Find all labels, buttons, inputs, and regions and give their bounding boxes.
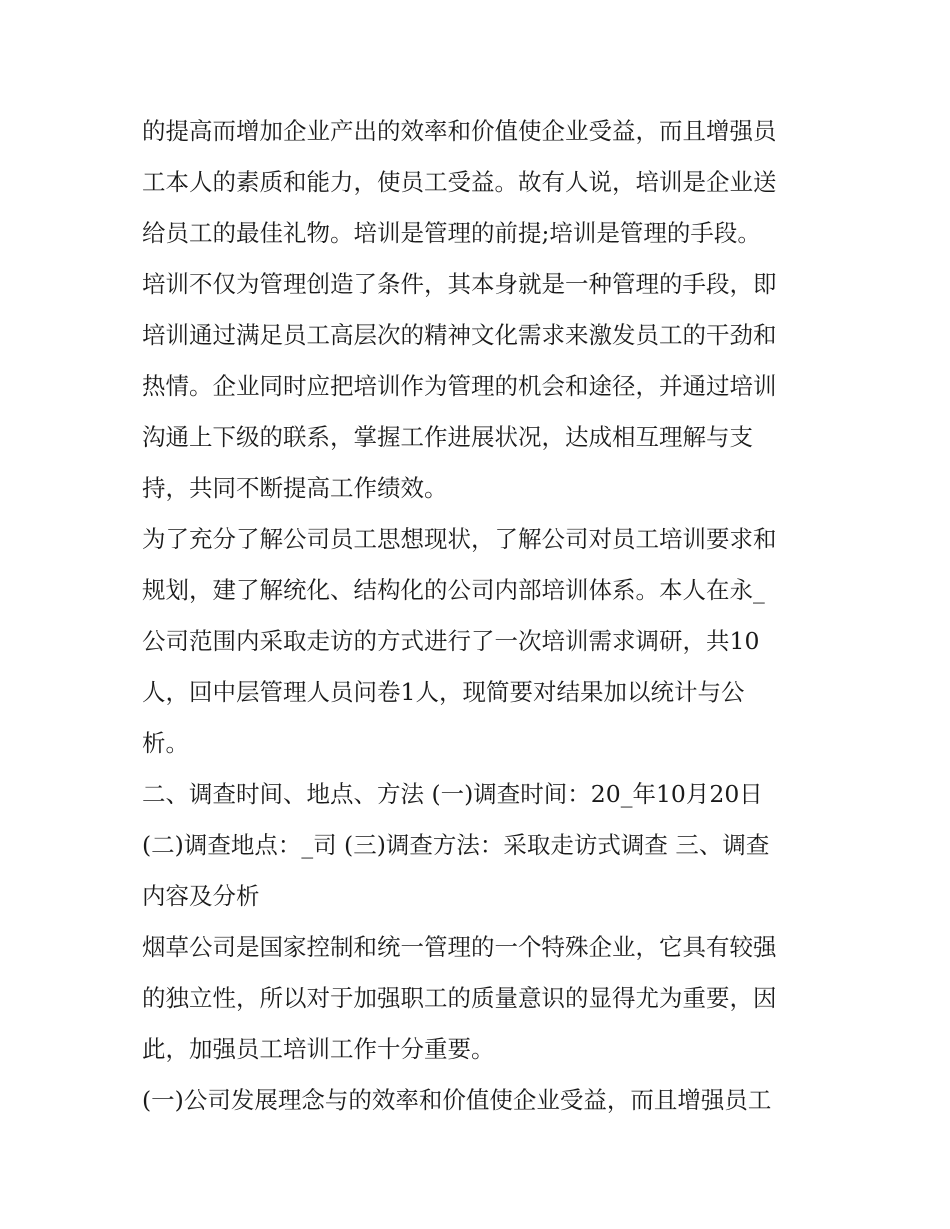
text-line: 培训不仅为管理创造了条件，其本身就是一种管理的手段，即 — [142, 270, 777, 298]
text-line: 工本人的素质和能力，使员工受益。故有人说，培训是企业送 — [142, 168, 777, 196]
text-line: 培训通过满足员工高层次的精神文化需求来激发员工的干劲和 — [142, 321, 777, 349]
text-line: 持，共同不断提高工作绩效。 — [142, 474, 448, 502]
paragraph-training-management — [142, 259, 810, 514]
text-line: 的提高而增加企业产出的效率和价值使企业受益，而且增强员 — [142, 117, 777, 145]
text-line: 给员工的最佳礼物。培训是管理的前提;培训是管理的手段。 — [142, 219, 761, 247]
paragraph-tobacco-company — [142, 922, 810, 1075]
text-line: 人，回中层管理人员问卷1人，现简要对结果加以统计与公 — [142, 678, 745, 706]
text-line: 热情。企业同时应把培训作为管理的机会和途径，并通过培训 — [142, 372, 777, 400]
text-line: 二、调查时间、地点、方法 (一)调查时间：20_年10月20日 — [142, 780, 763, 808]
document-body — [142, 106, 810, 1126]
text-line: 烟草公司是国家控制和统一管理的一个特殊企业，它具有较强 — [142, 933, 777, 961]
text-line: 内容及分析 — [142, 882, 260, 910]
text-line: 规划，建了解统化、结构化的公司内部培训体系。本人在永_ — [142, 576, 765, 604]
text-line: 析。 — [142, 729, 189, 757]
paragraph-development-concept — [142, 1075, 810, 1126]
paragraph-training-benefits — [142, 106, 810, 259]
text-line: 沟通上下级的联系，掌握工作进展状况，达成相互理解与支 — [142, 423, 753, 451]
text-line: (一)公司发展理念与的效率和价值使企业受益，而且增强员工 — [142, 1086, 772, 1114]
text-line: 公司范围内采取走访的方式进行了一次培训需求调研，共10 — [142, 627, 760, 655]
paragraph-survey-purpose — [142, 514, 810, 769]
text-line: (二)调查地点：_司 (三)调查方法：采取走访式调查 三、调查 — [142, 831, 770, 859]
paragraph-survey-details — [142, 769, 810, 922]
text-line: 的独立性，所以对于加强职工的质量意识的显得尤为重要，因 — [142, 984, 777, 1012]
text-line: 此，加强员工培训工作十分重要。 — [142, 1035, 495, 1063]
text-line: 为了充分了解公司员工思想现状，了解公司对员工培训要求和 — [142, 525, 777, 553]
